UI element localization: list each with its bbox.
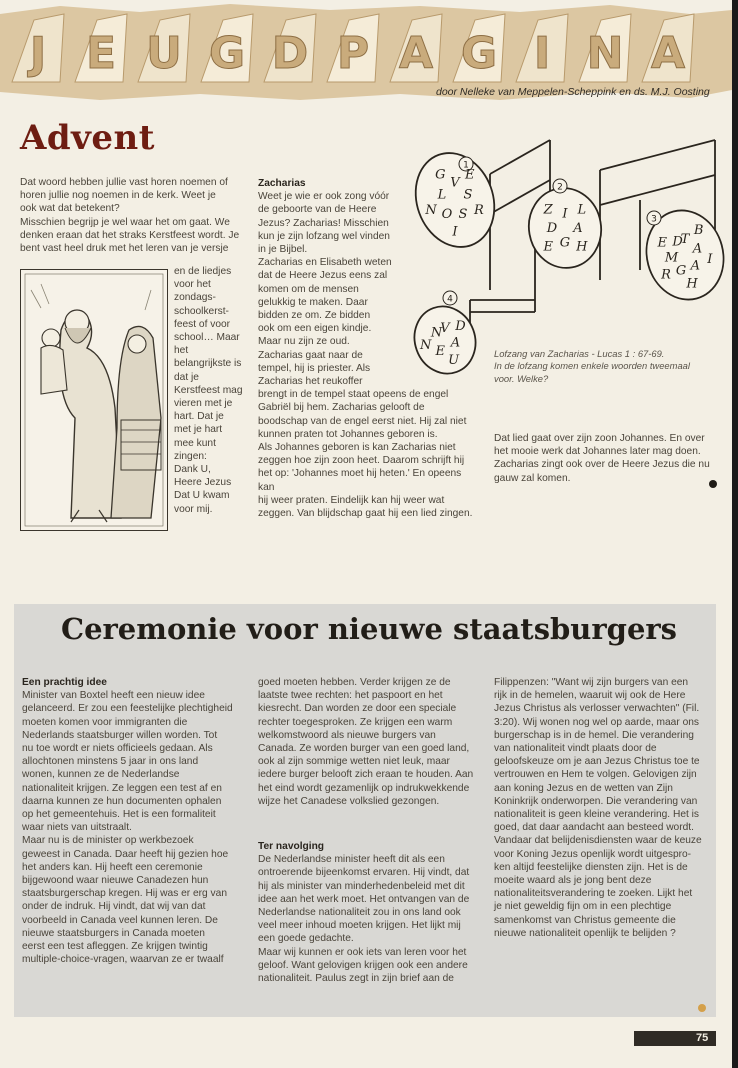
- banner-letter: J: [29, 28, 47, 79]
- text-line: voor Koning Jezus openlijk wordt uitgespro-: [494, 848, 692, 860]
- text-line: Gabriël bij hem. Zacharias gelooft de: [258, 402, 425, 414]
- text-line: geweest in Canada. Daar heeft hij gezien hoe: [22, 848, 229, 860]
- text-line: idee aan het werk moet. Het ontvangen van de: [258, 893, 470, 905]
- note-letter: S: [463, 187, 473, 203]
- text-line: het mooie werk dat Johannes later mag doen.: [494, 446, 701, 458]
- text-line: multiple-choice-vragen, waarvan ze er twaalf: [22, 954, 224, 966]
- banner-letter: D: [271, 28, 309, 79]
- banner-letter: U: [146, 28, 182, 79]
- text-line: in je Bijbel.: [258, 244, 308, 256]
- text-line: Dat lied gaat over zijn zoon Johannes. En over: [494, 433, 705, 444]
- section-heading: Een prachtig idee: [22, 677, 107, 688]
- text-line: Nederlandse nationaliteit zou in ons land ook: [258, 907, 461, 919]
- text-line: Jezus Christus als verlosser verwachten" (Fil.: [494, 703, 700, 715]
- text-line: het op: 'Johannes moet hij heten.' En opeens kan: [258, 468, 462, 493]
- text-line: veel meer inhoud moeten krijgen. Het lijkt mij: [258, 920, 461, 932]
- banner-letter: E: [85, 28, 117, 79]
- text-line: geloofskeuze om je aan Jezus Christus toe te: [494, 756, 700, 768]
- text-line: hij als minister van minderhedenbeleid met dit: [258, 880, 465, 892]
- text-line: Maar nu zijn ze oud.: [258, 336, 350, 348]
- note-letter: G: [675, 263, 687, 279]
- text-line: Als Johannes geboren is kan Zacharias niet: [258, 442, 456, 454]
- text-line: de geboorte van de Heere: [258, 204, 377, 216]
- text-line: Canada. Ze worden burger van een goed land,: [258, 743, 470, 755]
- text-line: kun je zijn lofzang wel vinden: [258, 230, 390, 242]
- page-edge: [732, 0, 738, 1068]
- text-line: Zacharias zingt ook over de Heere Jezus die nu: [494, 459, 710, 471]
- text-line: kiesrecht. Dan worden ze door een speciale: [258, 703, 457, 715]
- text-line: zingen:: [174, 450, 207, 462]
- text-line: wonen, kunnen ze de Nederlandse: [22, 769, 180, 781]
- text-line: eerst een test afleggen. Ze krijgen twintig: [22, 941, 208, 953]
- text-line: horen jullie nog noemen in de kerk. Weet je: [20, 190, 216, 202]
- note-letter: V: [450, 175, 460, 191]
- text-line: gelanceerd. Er zou een feestelijke plechtigheid: [22, 703, 233, 715]
- text-line: gauw zal komen.: [494, 472, 571, 484]
- note-letter: H: [686, 276, 698, 292]
- text-line: schoolkerst-: [174, 305, 229, 317]
- text-line: nationaliteit. Paulus zegt in zijn brief aan de: [258, 973, 454, 985]
- note-letter: N: [430, 325, 443, 341]
- text-line: moeten komen voor immigranten die: [22, 716, 188, 728]
- banner-letter: G: [460, 28, 498, 79]
- advent-intro: [20, 176, 246, 255]
- note-letter: D: [546, 221, 558, 236]
- note-letter: U: [448, 353, 460, 369]
- note-letter: H: [576, 239, 588, 255]
- note-letter: O: [441, 207, 453, 222]
- note-letter: I: [452, 224, 458, 240]
- text-line: op het gemeentehuis. Het is een formaliteit: [22, 809, 216, 821]
- note-letter: A: [573, 221, 583, 236]
- puzzle-caption: [494, 348, 726, 385]
- text-line: Jezus? Zacharias! Misschien: [258, 217, 389, 229]
- text-line: mee kunt: [174, 437, 216, 449]
- note-letter: B: [693, 223, 704, 238]
- note-letter: D: [455, 319, 466, 334]
- note-letter: V: [440, 320, 450, 336]
- text-line: hij weer praten. Eindelijk kan hij weer wat: [258, 494, 445, 506]
- note-letter: R: [661, 267, 671, 283]
- note-letter: N: [420, 338, 432, 353]
- text-line: je niet geweldig fijn om in een plechtige: [494, 901, 672, 913]
- ceremonie-col2: [258, 676, 482, 808]
- text-line: goed moeten hebben. Verder krijgen ze de: [258, 677, 451, 688]
- text-line: voor mij.: [174, 503, 213, 515]
- text-line: Dat U kwam: [174, 490, 230, 502]
- text-line: Zacharias gaat naar de: [258, 349, 363, 361]
- text-line: laatste twee rechten: het paspoort en het: [258, 690, 443, 702]
- text-line: staatsburgerschap kregen. Hij was er erg van: [22, 888, 227, 900]
- text-line: Koninkrijk onderworpen. Die verandering van: [494, 795, 698, 807]
- text-line: denken eraan dat het straks Kerstfeest wordt. Je: [20, 229, 240, 241]
- text-line: het eind wordt gezamenlijk op indrukwekkende: [258, 782, 470, 794]
- banner-letter: A: [650, 28, 686, 79]
- note-letter: D: [672, 234, 683, 250]
- text-line: bent vast heel druk met het leren van je versje: [20, 243, 229, 255]
- caption-line: In de lofzang komen enkele woorden tweemaal: [494, 360, 690, 372]
- text-line: samenkomst van Christus gemeente die: [494, 914, 676, 926]
- text-line: nationaliteit krijgen. Ze leggen een test af en: [22, 782, 222, 794]
- end-mark-icon: [709, 480, 717, 488]
- note-letter: T: [680, 231, 690, 247]
- text-line: belangrijkste is: [174, 358, 242, 370]
- banner-letter: N: [586, 28, 624, 79]
- note-number: 3: [651, 214, 657, 225]
- page-number: 75: [696, 1032, 709, 1044]
- text-line: iedere burger belooft zich eraan te houden. Aan: [258, 769, 474, 781]
- note-3: [637, 202, 730, 309]
- text-line: Heere Jezus: [174, 477, 232, 489]
- text-line: Maar wij kunnen er ook iets van leren voor het: [258, 946, 467, 958]
- text-line: het: [174, 345, 189, 357]
- note-letter: M: [664, 250, 679, 266]
- text-line: Zacharias het reukoffer: [258, 376, 363, 388]
- note-letter: A: [692, 241, 703, 257]
- text-line: nationaliteitsverandering te zoeken. Lijkt het: [494, 888, 693, 900]
- text-line: Minister van Boxtel heeft een nieuw idee: [22, 690, 205, 702]
- note-letter: E: [543, 239, 553, 255]
- text-line: school… Maar: [174, 332, 240, 344]
- text-line: Misschien begrijp je wel waar het om gaat. We: [20, 216, 230, 228]
- text-line: nu toe wordt er niets officieels gedaan. Als: [22, 743, 213, 755]
- note-letter: S: [458, 207, 468, 222]
- nativity-illustration: [20, 269, 168, 531]
- text-line: Zacharias en Elisabeth weten: [258, 257, 392, 269]
- advent-title: Advent: [20, 118, 155, 158]
- note-letter: L: [577, 202, 587, 218]
- note-letter: E: [464, 167, 475, 183]
- text-line: gelukkig te maken. Daar: [258, 296, 368, 308]
- text-line: ook al zijn sommige wetten niet leuk, maar: [258, 756, 450, 768]
- banner-letter: A: [398, 28, 434, 79]
- byline: door Nelleke van Meppelen-Scheppink en ds. M.J. Oosting: [436, 86, 710, 98]
- text-line: allochtonen minstens 5 jaar in ons land: [22, 756, 199, 768]
- note-letter: I: [707, 252, 713, 268]
- text-line: Maar nu is de minister op werkbezoek: [22, 835, 194, 847]
- text-line: burgerschap is in de hemel. Die verandering: [494, 729, 694, 741]
- text-line: kunnen praten tot Johannes geboren is.: [258, 428, 438, 440]
- text-line: vieren met je: [174, 398, 233, 410]
- text-line: moeite waard als je jong bent deze: [494, 875, 652, 887]
- music-notes-puzzle: [410, 130, 730, 380]
- advent-side-text: [174, 265, 246, 516]
- text-line: onder de indruk. Hij vindt, dat wij van dat: [22, 901, 206, 913]
- text-line: Kerstfeest mag: [174, 384, 243, 396]
- text-line: daarna kunnen ze hun documenten ophalen: [22, 795, 222, 807]
- text-line: ook om een eigen kindje.: [258, 323, 372, 335]
- text-line: voor het: [174, 279, 211, 291]
- text-line: ontroerende bijeenkomst ervaren. Hij vindt, dat: [258, 867, 470, 879]
- ceremonie-col2b: [258, 840, 482, 985]
- text-line: nieuwe staatsburgers in Canada moeten: [22, 927, 205, 939]
- text-line: van nationaliteit vindt plaats door de: [494, 743, 657, 755]
- text-line: het anders kan. Hij heeft een ceremonie: [22, 861, 203, 873]
- note-letter: A: [690, 258, 700, 274]
- ceremonie-title: Ceremonie voor nieuwe staatsburgers: [61, 612, 677, 646]
- text-line: zeggen hoe zijn zoon heet. Daarom schrijft hij: [258, 455, 465, 467]
- note-letter: I: [562, 206, 568, 222]
- text-line: voorbeeld in Canada veel kunnen leren. De: [22, 914, 218, 926]
- text-line: zondags-: [174, 292, 216, 304]
- text-line: De Nederlandse minister heeft dit als een: [258, 854, 445, 866]
- note-number: 2: [557, 182, 563, 193]
- text-line: bijgewoond waar nieuwe Canadezen hun: [22, 875, 209, 887]
- text-line: komen om de mensen: [258, 283, 359, 295]
- text-line: Filippenzen: "Want wij zijn burgers van een: [494, 677, 689, 688]
- text-line: goed, dat daar aandacht aan besteed wordt.: [494, 822, 694, 834]
- text-line: Dat woord hebben jullie vast horen noemen of: [20, 177, 228, 188]
- note-1: [410, 142, 507, 258]
- note-number: 4: [447, 294, 453, 305]
- note-4: [410, 291, 485, 380]
- text-line: zeggen. Van blijdschap gaat hij een lied zingen.: [258, 508, 473, 520]
- text-line: dat de Heere Jezus eens zal: [258, 270, 388, 282]
- text-line: feest of voor: [174, 318, 231, 330]
- text-line: dat je: [174, 371, 199, 383]
- text-line: 3:20). Wij wonen nog wel op aarde, maar ons: [494, 716, 699, 728]
- text-line: ook wat dat betekent?: [20, 203, 120, 215]
- ceremonie-col3: [494, 676, 718, 940]
- note-letter: L: [437, 187, 447, 203]
- note-number: 1: [463, 160, 469, 171]
- zacharias-heading: Zacharias: [258, 178, 306, 189]
- text-line: ken altijd feestelijke diensten zijn. Het is de: [494, 861, 688, 873]
- end-mark-icon: [698, 1004, 706, 1012]
- text-line: brengt in de tempel staat opeens de engel: [258, 389, 449, 401]
- text-line: met je hart: [174, 424, 223, 436]
- section-heading: Ter navolging: [258, 841, 325, 852]
- text-line: tempel, hij is priester. Als: [258, 362, 371, 374]
- text-line: boodschap van de engel eerst niet. Hij zal niet: [258, 415, 467, 427]
- text-line: rijk in de hemelen, waaruit wij ook de Here: [494, 690, 686, 702]
- advent-closing: [494, 432, 722, 485]
- text-line: geloof. Want gelovigen krijgen ook een andere: [258, 959, 468, 971]
- note-letter: G: [559, 235, 571, 251]
- note-letter: E: [435, 344, 446, 359]
- text-line: welkomstwoord als nieuwe burgers van: [258, 729, 436, 741]
- banner-letter: G: [208, 28, 246, 79]
- note-letter: E: [657, 235, 667, 251]
- zacharias-drawing-icon: [21, 270, 167, 530]
- text-line: Nederlands staatsburger willen worden. Tot: [22, 729, 218, 741]
- text-line: wijze het Canadese volkslied gezongen.: [258, 795, 440, 807]
- note-letter: A: [450, 335, 461, 351]
- note-letter: Z: [543, 202, 553, 218]
- text-line: en de liedjes: [174, 266, 232, 277]
- ceremonie-col1: [22, 676, 246, 966]
- caption-line: Lofzang van Zacharias - Lucas 1 : 67-69.: [494, 348, 665, 359]
- text-line: hart. Dat je: [174, 411, 224, 423]
- text-line: Dank U,: [174, 464, 211, 476]
- text-line: nationaliteit is geen kleine verandering. Het is: [494, 809, 700, 821]
- text-line: vertrouwen en Hem te volgen. Gelovigen zijn: [494, 769, 697, 781]
- text-line: bidden ze om. Ze bidden: [258, 310, 371, 322]
- note-letter: G: [435, 167, 446, 183]
- caption-line: voor. Welke?: [494, 372, 549, 384]
- text-line: een goede gedachte.: [258, 933, 354, 945]
- text-line: Weet je wie er ook zong vóór: [258, 191, 390, 203]
- text-line: rechter toegesproken. Ze krijgen een warm: [258, 716, 453, 728]
- note-letter: N: [425, 202, 437, 218]
- text-line: waar niets van uitstraalt.: [22, 822, 132, 834]
- text-line: nieuwe nationaliteit openlijk te belijden ?: [494, 927, 676, 939]
- note-letter: R: [474, 202, 484, 218]
- banner-letter: P: [336, 28, 370, 79]
- text-line: Vandaar dat belijdenisdiensten waar de keuze: [494, 835, 702, 847]
- text-line: aan koning Jezus en de wetten van Zijn: [494, 782, 673, 794]
- banner-letter: I: [533, 28, 551, 79]
